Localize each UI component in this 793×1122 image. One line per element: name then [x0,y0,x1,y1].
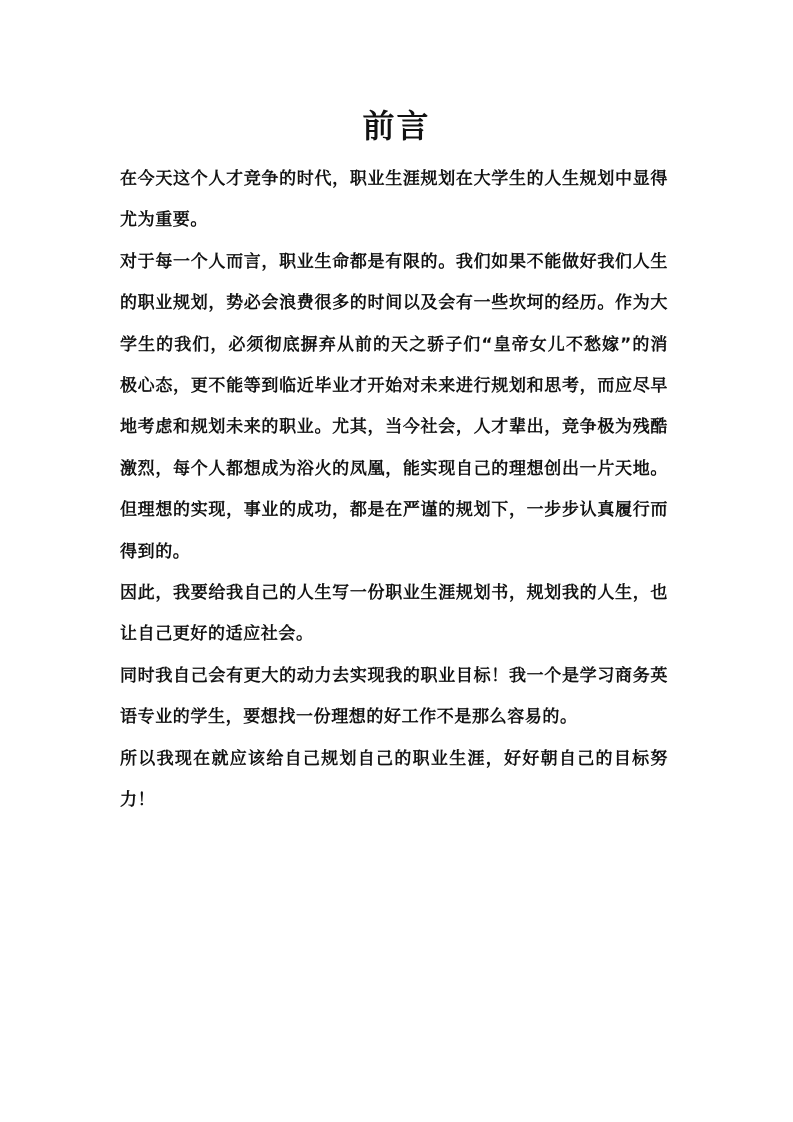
document-body [120,159,668,822]
paragraph-3: 因此，我要给我自己的人生写一份职业生涯规划书，规划我的人生，也让自己更好的适应社会。 [120,583,668,645]
paragraph-4: 同时我自己会有更大的动力去实现我的职业目标！我一个是学习商务英语专业的学生，要想找一份理想的好工作不是那么容易的。 [120,665,668,728]
paragraph-5: 所以我现在就应该给自己规划自己的职业生涯，好好朝自己的目标努力！ [120,748,668,811]
paragraph-1: 在今天这个人才竞争的时代，职业生涯规划在大学生的人生规划中显得尤为重要。 [120,169,668,231]
paragraph-2: 对于每一个人而言，职业生命都是有限的。我们如果不能做好我们人生的职业规划，势必会浪费很多的时间以及会有一些坎坷的经历。作为大学生的我们，必须彻底摒弃从前的天之骄子们“皇帝女儿不愁嫁”的消极心态，更不能等到临近毕业才开始对未来进行规划和思考，而应尽早地考虑和规划未来的职业。尤其，当今社会，人才辈出，竞争极为残酷激烈，每个人都想成为浴火的凤凰，能实现自己的理想创出一片天地。但理想的实现，事业的成功，都是在严谨的规划下，一步步认真履行而得到的。 [120,251,668,562]
page-title: 前言 [362,107,431,145]
